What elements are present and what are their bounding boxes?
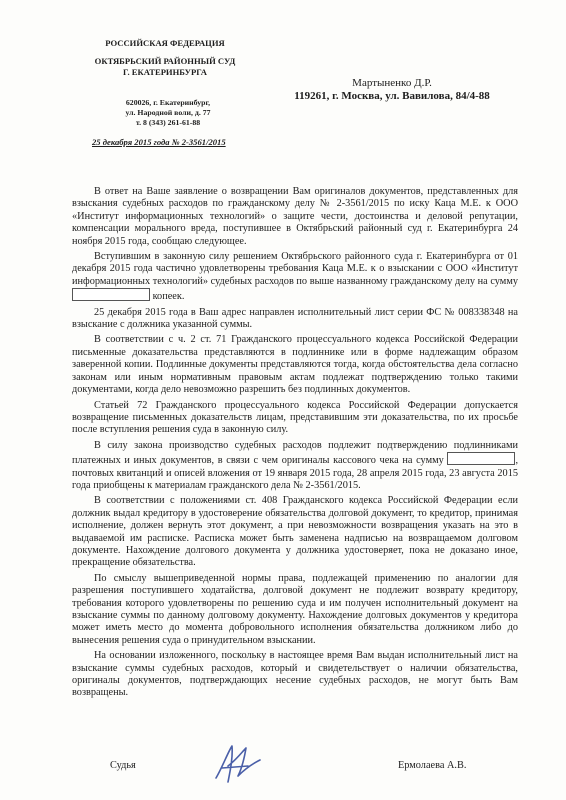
paragraph-1: В ответ на Ваше заявление о возвращении Вам оригиналов документов, представленных для взыскания судебных расходов по гражданскому делу № 2-3561/2015 по иску Каца М.Е. к ООО «Институт информационных технологий» о защите чести, достоинства и деловой репутации, компенсации морального вреда, поступившее в Октябрьский районный суд г. Екатеринбурга 24 ноября 2015 года, сообщаю следующее. (72, 186, 518, 247)
court-address (88, 98, 248, 128)
recipient-block (272, 77, 512, 103)
paragraph-9: На основании изложенного, поскольку в настоящее время Вам выдан исполнительный лист на взыскание суммы судебных расходов, который и свидетельствует о наличии обязательства, оригиналы документов, подтверждающих несение судебных расходов, не могут быть Вам возвращены. (72, 650, 518, 699)
handwritten-signature (208, 738, 266, 788)
paragraph-8: По смыслу вышеприведенной нормы права, подлежащей применению по аналогии для разрешения поступившего ходатайства, долговой документ не подлежит возврату кредитору, требования которого удовлетворены по решению суда и им получен исполнительный документ на взыскание суммы по данному долговому документу. Нахождение долговых документов у кредитора может иметь место до момента добровольного исполнения обязательства должником либо до вынесения решения суда о принудительном взыскании. (72, 572, 518, 646)
recipient-name: Мартыненко Д.Р. (352, 77, 432, 89)
paragraph-4: В соответствии с ч. 2 ст. 71 Гражданского процессуального кодекса Российской Федерации письменные доказательства представляются в подлиннике или в форме надлежащим образом заверенной копии. Подлинные документы представляются тогда, когда обстоятельства дела согласно законам или иным нормативным правовым актам подлежат подтверждению только такими документами, когда дело невозможно разрешить без подлинных документов. (72, 334, 518, 396)
court-name-line2: Г. ЕКАТЕРИНБУРГА (123, 67, 207, 77)
court-letterhead (70, 38, 260, 78)
country-line: РОССИЙСКАЯ ФЕДЕРАЦИЯ (105, 38, 225, 48)
address-line1: 620026, г. Екатеринбург, (125, 98, 211, 107)
letter-body (72, 186, 518, 703)
paragraph-7: В соответствии с положениями ст. 408 Гражданского кодекса Российской Федерации если должник выдал кредитору в удостоверение обязательства долговой документ, то кредитор, принимая исполнение, должен вернуть этот документ, а при невозможности возвращения указать на это в выдаваемой им расписке. Расписка может быть заменена надписью на возвращаемом долговом документе. Нахождение долгового документа у должника удостоверяет, пока не доказано иное, прекращение обязательства. (72, 495, 518, 569)
paragraph-2 (72, 251, 518, 304)
court-phone: т. 8 (343) 261-61-88 (135, 118, 201, 127)
paragraph-5: Статьей 72 Гражданского процессуального кодекса Российской Федерации допускается возвращение письменных доказательств лицам, представившим эти доказательства, по их просьбе после вступления решения суда в законную силу. (72, 399, 518, 436)
letter-reference: 25 декабря 2015 года № 2-3561/2015 (92, 137, 226, 147)
court-name-line1: ОКТЯБРЬСКИЙ РАЙОННЫЙ СУД (94, 56, 236, 66)
judge-name: Ермолаева А.В. (398, 760, 467, 771)
redacted-check-amount (447, 452, 515, 465)
paragraph-3: 25 декабря 2015 года в Ваш адрес направлен исполнительный лист серии ФС № 008338348 на взыскание с должника указанной суммы. (72, 306, 518, 331)
address-line2: ул. Народной воли, д. 77 (125, 108, 211, 117)
paragraph-2-start: Вступившим в законную силу решением Октябрьского районного суда г. Екатеринбурга от 01 декабря 2015 года частично удовлетворены требования Каца М.Е. к о взыскании с ООО «Институт информационных технологий» судебных расходов по выше названному гражданскому делу на сумму (72, 251, 518, 287)
paragraph-6-end: , почтовых квитанций и описей вложения от 19 января 2015 года, 28 апреля 2015 года, 23 августа 2015 года приобщены к материалам гражданского дела № 2-3561/2015. (72, 455, 519, 491)
redacted-amount (72, 288, 150, 301)
paragraph-6 (72, 440, 518, 493)
paragraph-2-end: копеек. (152, 291, 185, 303)
paragraph-6-start: В силу закона производство судебных расходов подлежит подтверждению подлинниками платежных и иных документов, в связи с чем оригиналы кассового чека на сумму (72, 439, 518, 467)
recipient-address: 119261, г. Москва, ул. Вавилова, 84/4-88 (294, 90, 490, 102)
signature-label: Судья (110, 760, 136, 771)
